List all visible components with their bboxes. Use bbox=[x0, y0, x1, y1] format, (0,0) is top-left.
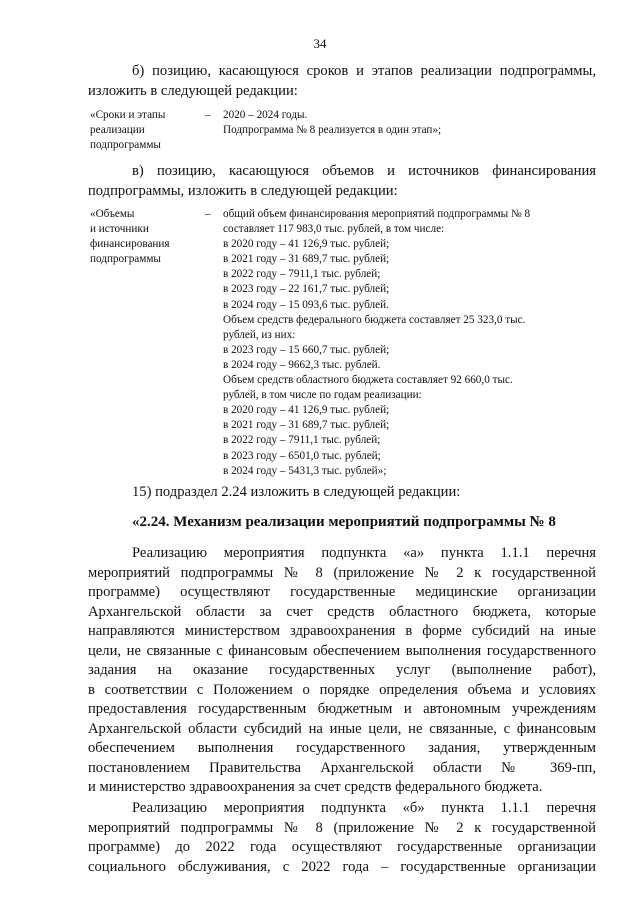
label-line: подпрограммы bbox=[90, 139, 161, 152]
text-line: предоставления государственным бюджетным и автономным учреждениям bbox=[88, 701, 596, 717]
dash: – bbox=[205, 109, 211, 121]
content-line: Объем средств областного бюджета составляет 92 660,0 тыс. bbox=[223, 374, 513, 387]
text-line: программе) до 2022 года осуществляют государственные организации bbox=[88, 839, 596, 855]
text-line: социального обслуживания, с 2022 года – государственные организации bbox=[88, 858, 596, 875]
label-line: реализации bbox=[90, 124, 145, 137]
page-number: 34 bbox=[313, 36, 327, 51]
paragraph-b bbox=[88, 62, 596, 101]
label-line: «Объемы bbox=[90, 208, 135, 220]
text-line: и министерство здравоохранения за счет средств федерального бюджета. bbox=[88, 779, 543, 795]
content-line: в 2024 году – 15 093,6 тыс. рублей. bbox=[223, 298, 389, 311]
terms-content bbox=[223, 108, 603, 138]
text-line: задания на оказание государственных услуг (выполнение работ), bbox=[88, 662, 596, 678]
content-line: рублей, из них: bbox=[223, 328, 296, 341]
paragraph-mechanism-b bbox=[88, 799, 596, 877]
text-line: направляются министерством здравоохранения в форме субсидий на иные bbox=[88, 623, 596, 639]
content-line: в 2021 году – 31 689,7 тыс. рублей; bbox=[223, 419, 390, 432]
terms-label bbox=[90, 108, 196, 153]
text-line: в) позицию, касающуюся объемов и источников финансирования bbox=[132, 163, 596, 179]
text-line: Реализацию мероприятия подпункта «б» пункта 1.1.1 перечня bbox=[132, 800, 596, 816]
content-line: в 2023 году – 22 161,7 тыс. рублей; bbox=[223, 283, 390, 296]
label-line: финансирования bbox=[90, 238, 170, 251]
dash: – bbox=[205, 208, 211, 220]
text-line: изложить в следующей редакции: bbox=[88, 82, 298, 99]
text-line: подпрограммы, изложить в следующей редакции: bbox=[88, 182, 398, 199]
text-line: б) позицию, касающуюся сроков и этапов реализации подпрограммы, bbox=[132, 63, 596, 79]
funding-content bbox=[223, 207, 603, 479]
text-line: обеспечением выполнения государственного задания, утвержденным bbox=[88, 740, 596, 756]
text-line: постановлением Правительства Архангельской области № 369-пп, bbox=[88, 759, 596, 776]
content-line: в 2020 году – 41 126,9 тыс. рублей; bbox=[223, 238, 390, 251]
text-line: мероприятий подпрограммы № 8 (приложение № 2 к государственной bbox=[88, 819, 596, 836]
content-line: в 2022 году – 7911,1 тыс. рублей; bbox=[223, 268, 381, 281]
content-line: в 2020 году – 41 126,9 тыс. рублей; bbox=[223, 404, 390, 417]
text-line: в соответствии с Положением о порядке определения объема и условиях bbox=[88, 681, 596, 698]
text-line: цели, не связанные с финансовым обеспечением выполнения государственного bbox=[88, 642, 596, 659]
content-line: Объем средств федерального бюджета составляет 25 323,0 тыс. bbox=[223, 313, 526, 326]
text-line: Архангельской области за счет средств областного бюджета, которые bbox=[88, 603, 596, 620]
text-line: мероприятий подпрограммы № 8 (приложение № 2 к государственной bbox=[88, 564, 596, 581]
content-line: в 2021 году – 31 689,7 тыс. рублей; bbox=[223, 253, 390, 266]
paragraph-mechanism-a bbox=[88, 544, 596, 798]
content-line: Подпрограмма № 8 реализуется в один этап»; bbox=[223, 124, 442, 137]
content-line: в 2024 году – 9662,3 тыс. рублей. bbox=[223, 358, 381, 371]
content-line: рублей, в том числе по годам реализации: bbox=[223, 389, 422, 402]
funding-label bbox=[90, 207, 196, 267]
content-line: составляет 117 983,0 тыс. рублей, в том числе: bbox=[223, 223, 445, 236]
label-line: подпрограммы bbox=[90, 253, 161, 266]
text-line: Архангельской области субсидий на иные цели, не связанные, с финансовым bbox=[88, 720, 596, 737]
text-line: Реализацию мероприятия подпункта «а» пункта 1.1.1 перечня bbox=[132, 545, 596, 561]
label-line: и источники bbox=[90, 223, 149, 236]
content-line: в 2023 году – 15 660,7 тыс. рублей; bbox=[223, 343, 390, 356]
content-line: в 2023 году – 6501,0 тыс. рублей; bbox=[223, 449, 381, 462]
item-15: 15) подраздел 2.24 изложить в следующей редакции: bbox=[132, 484, 461, 500]
paragraph-v bbox=[88, 162, 596, 201]
content-line: в 2024 году – 5431,3 тыс. рублей»; bbox=[223, 464, 387, 477]
content-line: в 2022 году – 7911,1 тыс. рублей; bbox=[223, 434, 381, 447]
text-line: программе) осуществляют государственные медицинские организации bbox=[88, 584, 596, 600]
content-line: общий объем финансирования мероприятий подпрограммы № 8 bbox=[223, 208, 531, 220]
label-line: «Сроки и этапы bbox=[90, 109, 166, 121]
content-line: 2020 – 2024 годы. bbox=[223, 109, 308, 121]
section-heading: «2.24. Механизм реализации мероприятий подпрограммы № 8 bbox=[132, 514, 556, 530]
